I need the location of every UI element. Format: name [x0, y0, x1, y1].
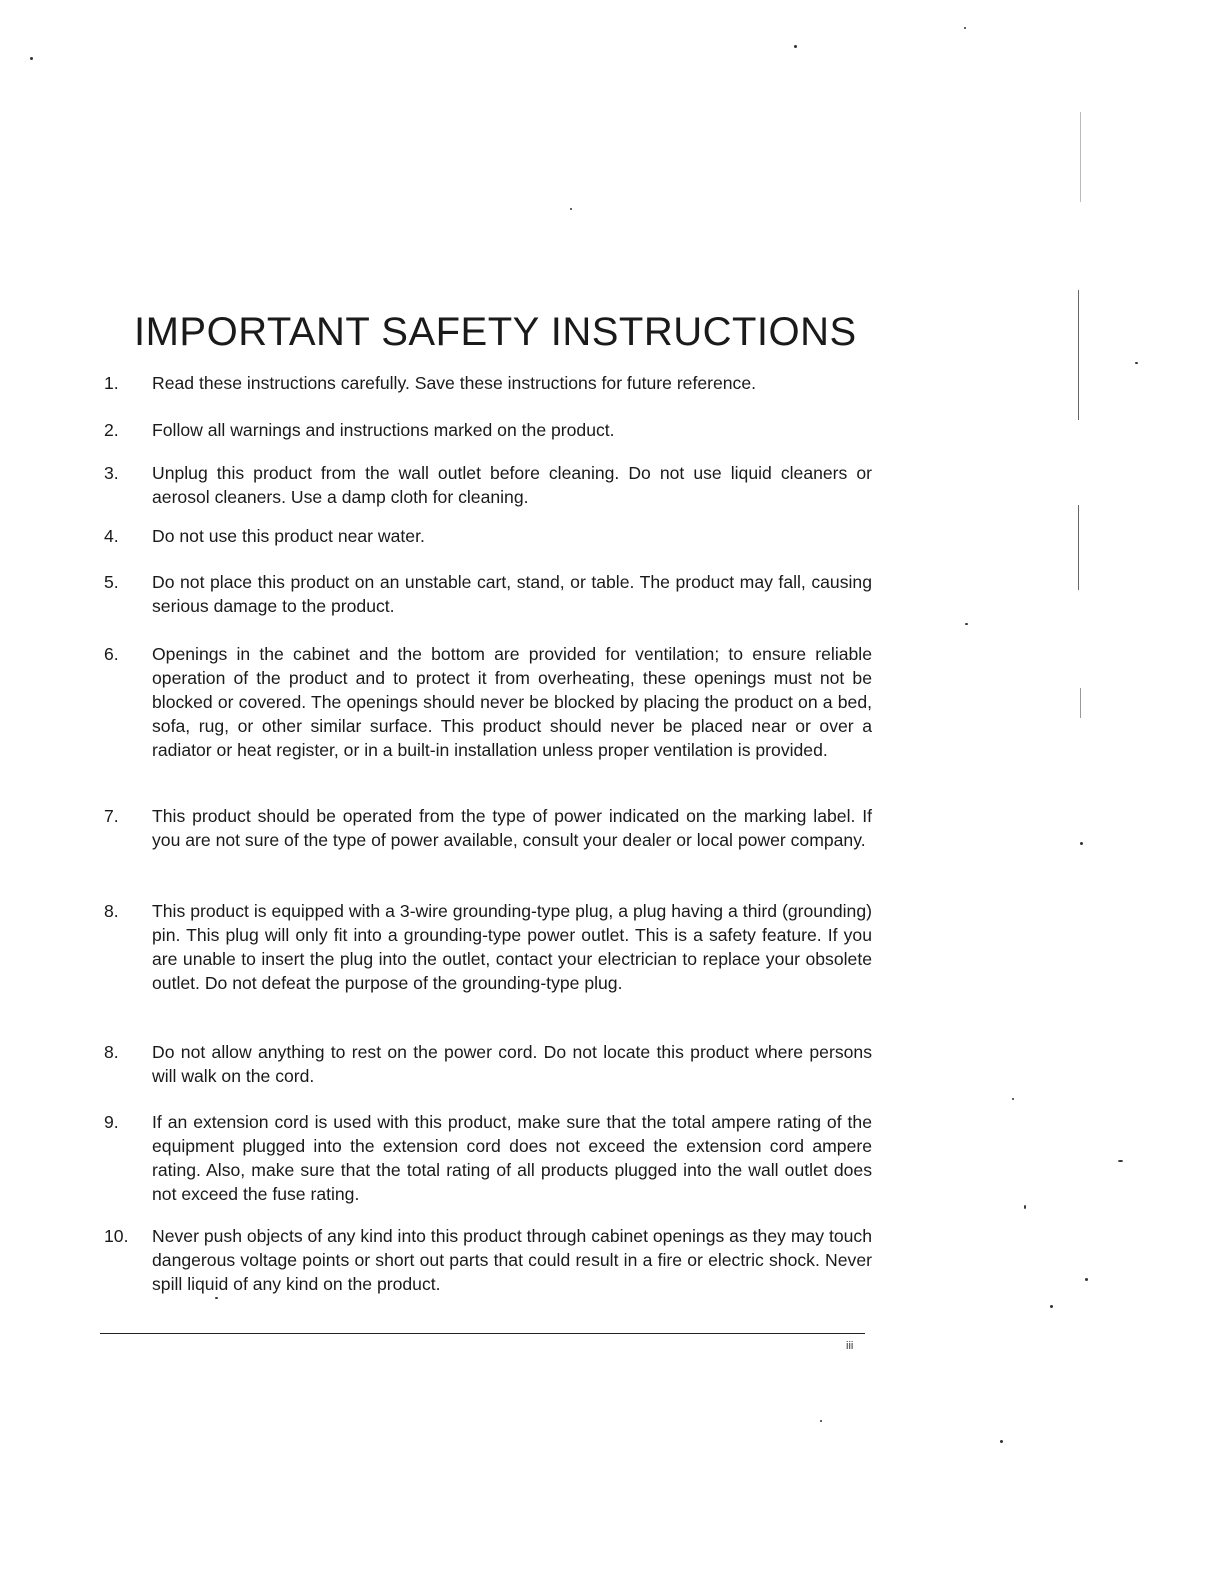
item-text: Openings in the cabinet and the bottom are provided for ventilation; to ensure reliable operation of the product and to protect it from overheating, these openings must not be blocked or covered. The openings should never be blocked by placing the product on a bed, sofa, rug, or other similar surface. This product should never be placed near or over a radiator or heat register, or in a built-in installation unless proper ventilation is provided.	[152, 644, 872, 760]
item-number: 7.	[104, 806, 119, 826]
page-title: IMPORTANT SAFETY INSTRUCTIONS	[134, 310, 857, 354]
scan-speck	[215, 1297, 218, 1299]
scan-speck	[1000, 1440, 1003, 1443]
scan-artifact-line	[1080, 112, 1081, 202]
item-number: 8.	[104, 1042, 119, 1062]
item-number: 8.	[104, 901, 119, 921]
item-number: 9.	[104, 1112, 119, 1132]
item-text: This product is equipped with a 3-wire grounding-type plug, a plug having a third (grounding) pin. This plug will only fit into a grounding-type power outlet. This is a safety feature. If you are unable to insert the plug into the outlet, contact your electrician to replace your obsolete outlet. Do not defeat the purpose of the grounding-type plug.	[152, 901, 872, 993]
item-text: Never push objects of any kind into this product through cabinet openings as they may touch dangerous voltage points or short out parts that could result in a fire or electric shock. Never spill liquid of any kind on the product.	[152, 1226, 872, 1294]
scan-speck	[1024, 1205, 1026, 1209]
scan-speck	[1085, 1278, 1088, 1281]
scan-artifact-line	[1080, 688, 1081, 718]
item-number: 3.	[104, 463, 119, 483]
scan-speck	[570, 208, 572, 210]
item-text: Do not allow anything to rest on the power cord. Do not locate this product where persons will walk on the cord.	[152, 1042, 872, 1086]
item-text: Follow all warnings and instructions marked on the product.	[152, 420, 615, 440]
footer-rule	[100, 1333, 865, 1334]
item-text: Unplug this product from the wall outlet before cleaning. Do not use liquid cleaners or aerosol cleaners. Use a damp cloth for cleaning.	[152, 463, 872, 507]
instruction-item-8b	[104, 1040, 894, 1088]
item-number: 5.	[104, 572, 119, 592]
page-number: iii	[846, 1340, 854, 1352]
instruction-item-2	[104, 418, 894, 442]
item-number: 1.	[104, 373, 119, 393]
scan-speck	[1118, 1160, 1123, 1162]
item-text: This product should be operated from the type of power indicated on the marking label. If you are not sure of the type of power available, consult your dealer or local power company.	[152, 806, 872, 850]
item-text: Read these instructions carefully. Save these instructions for future reference.	[152, 373, 757, 393]
instruction-item-10	[104, 1224, 894, 1296]
item-text: If an extension cord is used with this product, make sure that the total ampere rating of the equipment plugged into the extension cord does not exceed the extension cord ampere rating. Also, make sure that the total rating of all products plugged into the wall outlet does not exceed the fuse rating.	[152, 1112, 872, 1204]
instruction-item-4	[104, 524, 894, 548]
item-number: 6.	[104, 644, 119, 664]
scan-speck	[1050, 1305, 1053, 1308]
scan-speck	[794, 45, 797, 48]
item-text: Do not place this product on an unstable cart, stand, or table. The product may fall, causing serious damage to the product.	[152, 572, 872, 616]
instruction-item-3	[104, 461, 894, 509]
instruction-item-8	[104, 899, 894, 995]
scan-speck	[1080, 842, 1083, 845]
scan-speck	[1012, 1098, 1014, 1100]
scan-speck	[30, 57, 33, 60]
scan-speck	[965, 623, 968, 625]
item-text: Do not use this product near water.	[152, 526, 425, 546]
scan-speck	[820, 1420, 822, 1422]
item-number: 4.	[104, 526, 119, 546]
item-number: 10.	[104, 1226, 129, 1246]
scan-artifact-line	[1078, 290, 1079, 420]
scan-speck	[1135, 362, 1138, 364]
scan-artifact-line	[1078, 505, 1079, 590]
item-number: 2.	[104, 420, 119, 440]
instruction-item-6	[104, 642, 894, 762]
instruction-item-7	[104, 804, 894, 852]
scan-speck	[964, 27, 966, 29]
instruction-item-9	[104, 1110, 894, 1206]
instruction-item-5	[104, 570, 894, 618]
instruction-item-1	[104, 371, 894, 395]
